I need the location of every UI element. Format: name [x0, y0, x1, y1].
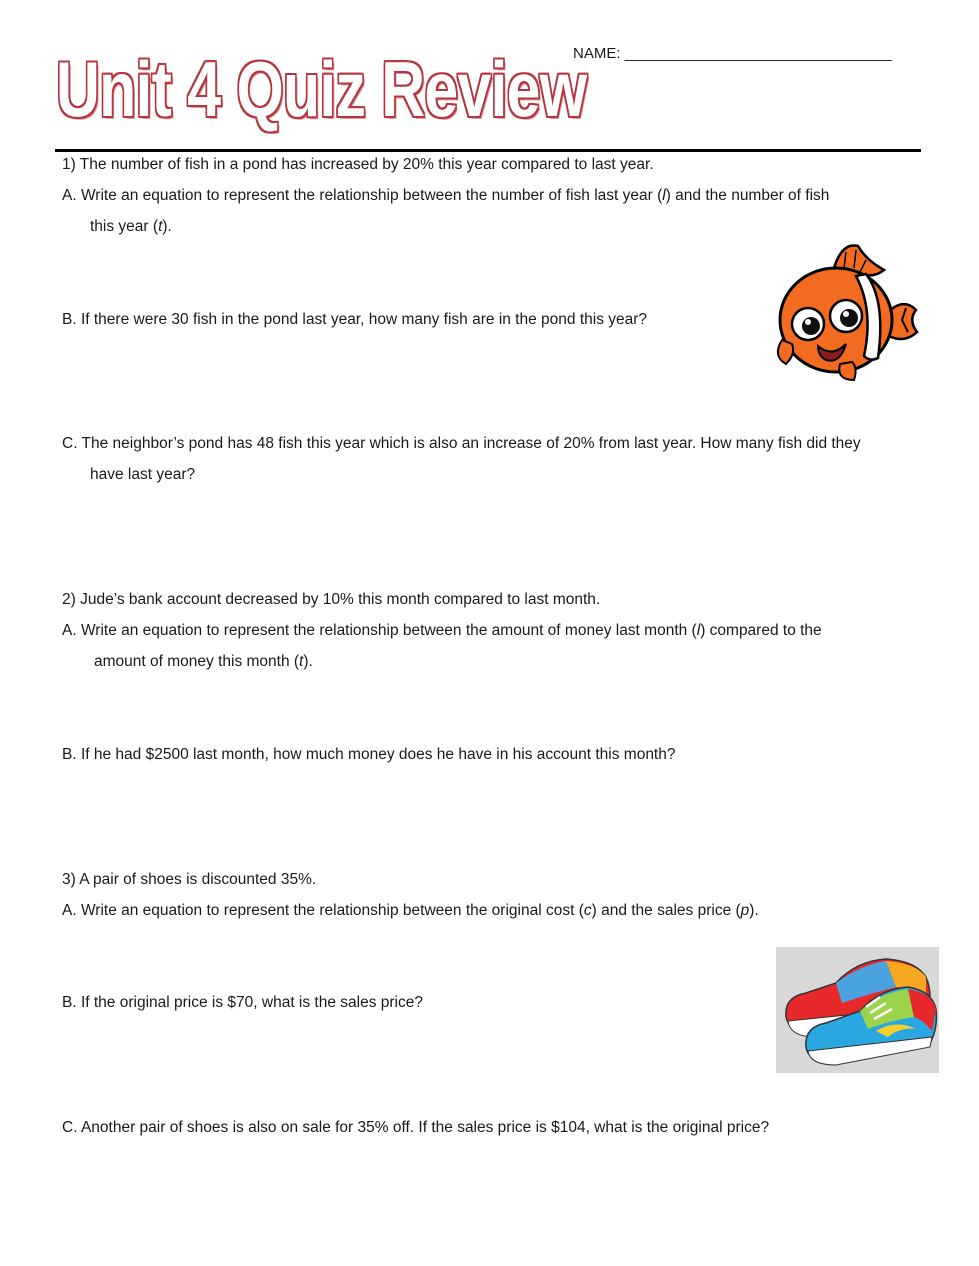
q2-a-text: A. Write an equation to represent the relationship between the amount of money last month (	[62, 622, 697, 639]
q2-stem: 2) Jude’s bank account decreased by 10% this month compared to last month.	[62, 591, 601, 608]
q3-a-mid: ) and the sales price (	[591, 902, 741, 919]
q1-part-c: C. The neighbor’s pond has 48 fish this year which is also an increase of 20% from last year. How many fish did they	[62, 435, 861, 452]
q3-part-b: B. If the original price is $70, what is the sales price?	[62, 994, 423, 1011]
q2-part-b: B. If he had $2500 last month, how much money does he have in his account this month?	[62, 746, 676, 763]
fish-illustration	[774, 240, 924, 385]
q2-a2-text: amount of money this month (	[94, 653, 300, 670]
q2-a-var-l: l	[696, 622, 701, 639]
q1-part-a-cont	[90, 217, 172, 237]
q3-a-var-p: p	[740, 902, 750, 919]
q1-part-b: B. If there were 30 fish in the pond last year, how many fish are in the pond this year?	[62, 311, 648, 328]
q1-a-var-l: l	[662, 187, 666, 204]
q1-stem: 1) The number of fish in a pond has increased by 20% this year compared to last year.	[62, 156, 654, 173]
q2-a-end: ) compared to the	[700, 622, 822, 639]
q3-a-var-c: c	[583, 902, 592, 919]
name-field[interactable]: NAME: ________________________________	[573, 45, 892, 62]
q1-part-c-cont: have last year?	[90, 466, 196, 483]
q1-part-a	[62, 186, 829, 206]
q3-part-c: C. Another pair of shoes is also on sale for 35% off. If the sales price is $104, what is the original price?	[62, 1119, 770, 1136]
header-divider	[55, 149, 921, 152]
q1-a-text: A. Write an equation to represent the relationship between the number of fish last year (	[62, 187, 663, 204]
page-title: Unit 4 Quiz Review	[56, 45, 587, 133]
q2-part-a	[62, 621, 822, 641]
shoes-illustration	[776, 947, 939, 1073]
q1-a2-var-t: t	[158, 218, 163, 235]
q1-a2-text: this year (	[90, 218, 159, 235]
q3-part-a	[62, 901, 759, 921]
q3-stem: 3) A pair of shoes is discounted 35%.	[62, 871, 317, 888]
q1-a2-end: ).	[162, 218, 172, 235]
q2-a2-var-t: t	[299, 653, 304, 670]
q1-a-text-mid: ) and the number of fish	[665, 187, 830, 204]
q3-a-end: ).	[749, 902, 759, 919]
q3-a-text: A. Write an equation to represent the relationship between the original cost (	[62, 902, 584, 919]
q2-part-a-cont	[94, 652, 313, 672]
q2-a2-end: ).	[303, 653, 313, 670]
